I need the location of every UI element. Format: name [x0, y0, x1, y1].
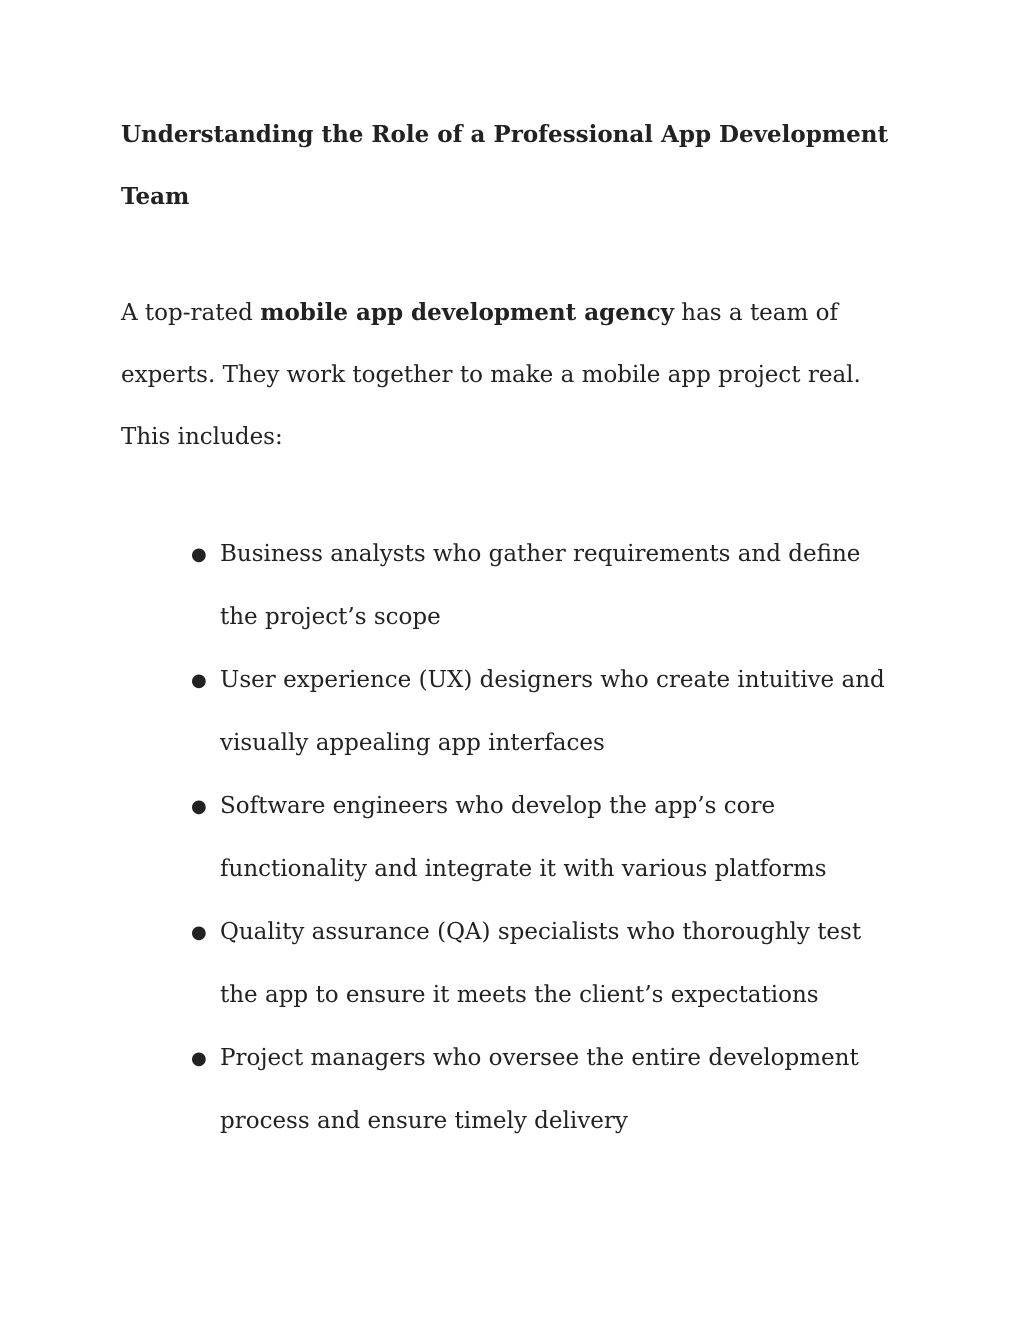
list-item-text: Project managers who oversee the entire development process and ensure timely delivery [220, 1045, 859, 1134]
intro-paragraph [121, 282, 891, 468]
list-item [121, 1027, 890, 1153]
bullet-icon: ● [191, 544, 207, 565]
roles-list [121, 523, 911, 1153]
list-item [121, 523, 890, 649]
list-item-text: User experience (UX) designers who create intuitive and visually appealing app interfaces [220, 667, 885, 756]
list-item-text: Quality assurance (QA) specialists who thoroughly test the app to ensure it meets the client’s expectations [220, 919, 862, 1008]
bullet-icon: ● [191, 1048, 207, 1069]
list-item-text: Software engineers who develop the app’s core functionality and integrate it with various platforms [220, 793, 827, 882]
intro-suffix: has a team of experts. They work together to make a mobile app project real. This includes: [121, 300, 861, 450]
list-item [121, 775, 890, 901]
list-item [121, 649, 890, 775]
list-item [121, 901, 890, 1027]
bullet-icon: ● [191, 670, 207, 691]
bullet-icon: ● [191, 922, 207, 943]
bullet-icon: ● [191, 796, 207, 817]
list-item-text: Business analysts who gather requirements and define the project’s scope [220, 541, 861, 630]
intro-prefix: A top-rated [121, 300, 261, 326]
page-title: Understanding the Role of a Professional App Development Team [121, 121, 889, 210]
intro-bold-phrase: mobile app development agency [260, 299, 674, 326]
